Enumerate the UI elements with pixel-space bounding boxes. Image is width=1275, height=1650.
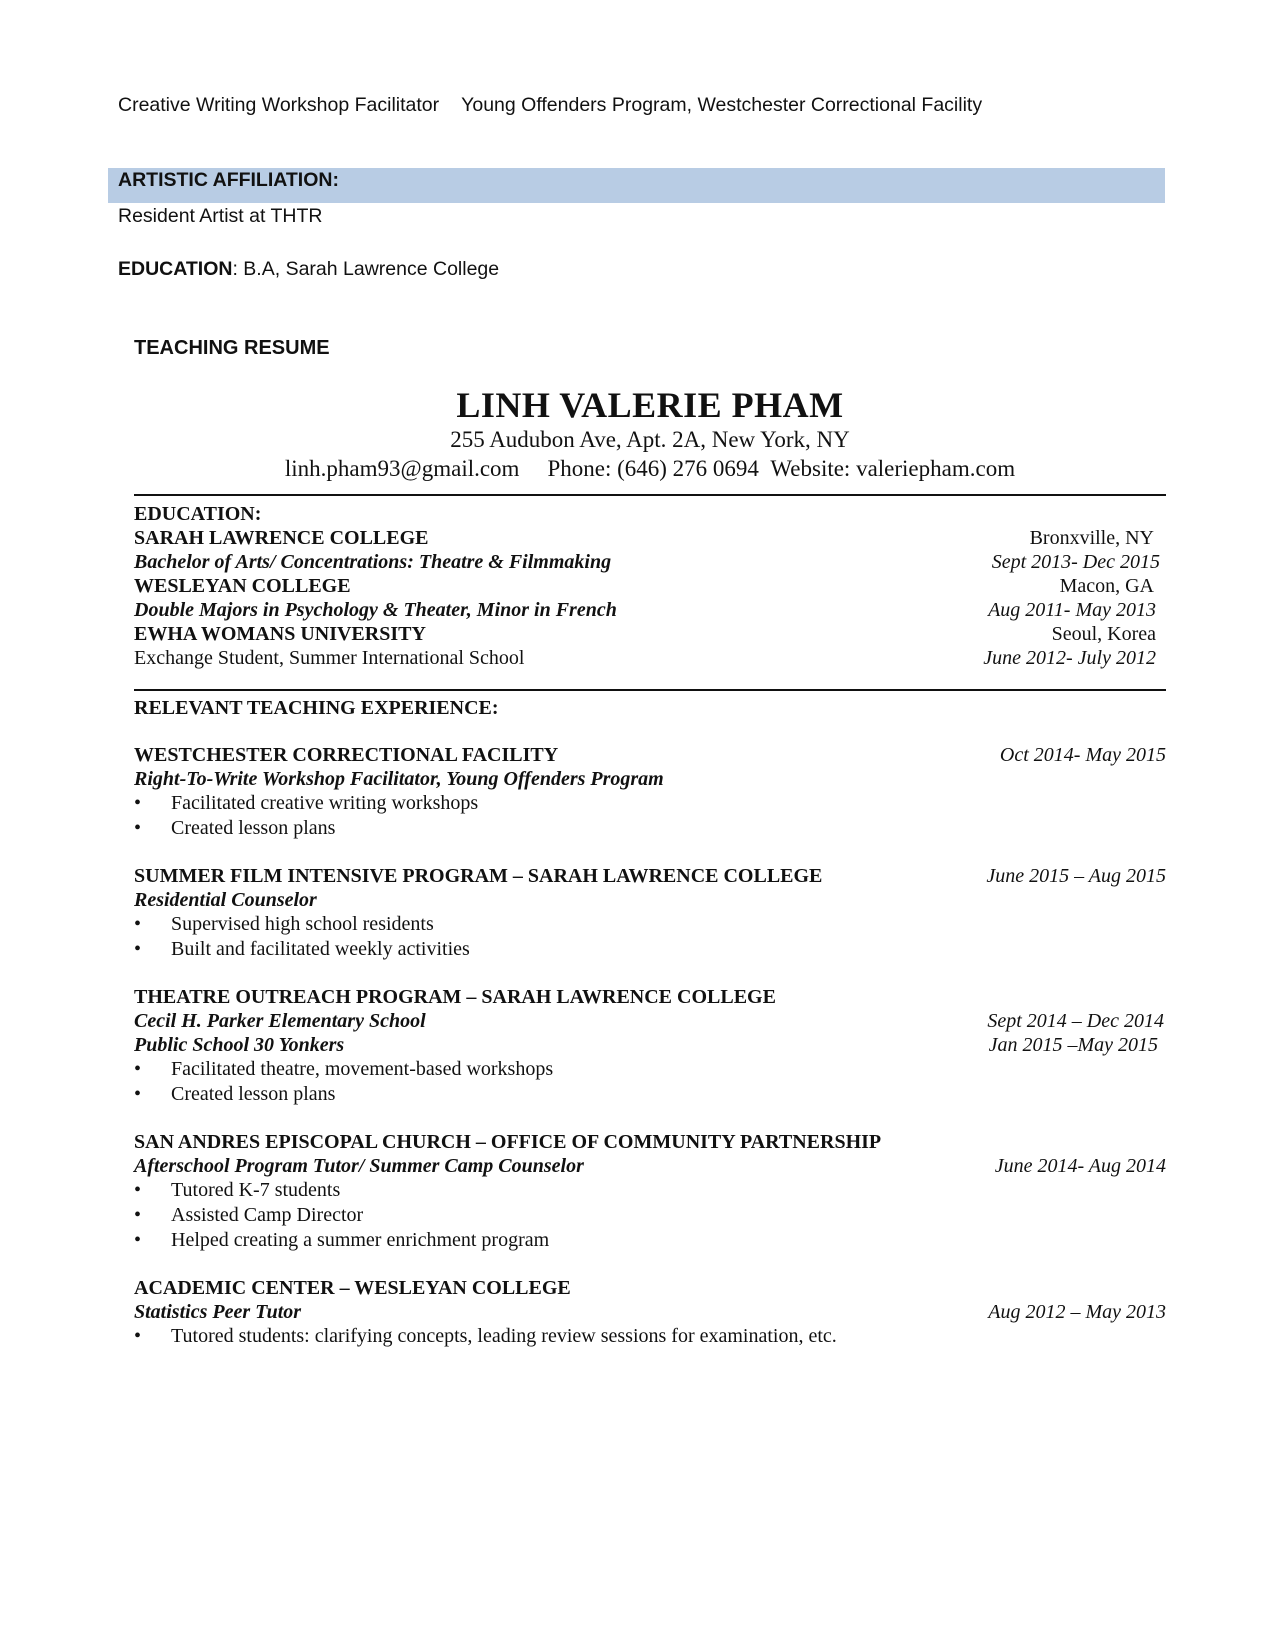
top-role: Creative Writing Workshop Facilitator — [118, 94, 440, 116]
school-name: WESLEYAN COLLEGE — [134, 575, 351, 597]
school-location: Bronxville, NY — [1029, 527, 1154, 549]
education-summary — [118, 258, 499, 281]
school-row — [134, 526, 1166, 550]
school-detail-row — [134, 598, 1166, 622]
top-role-line — [118, 94, 982, 117]
job-dates: Jan 2015 –May 2015 — [988, 1034, 1158, 1056]
job-dates: Sept 2014 – Dec 2014 — [987, 1010, 1164, 1032]
job-org: ACADEMIC CENTER – WESLEYAN COLLEGE — [134, 1277, 571, 1299]
job-dates: Aug 2012 – May 2013 — [988, 1301, 1166, 1323]
job-role: Residential Counselor — [134, 889, 317, 911]
school-location: Macon, GA — [1059, 575, 1154, 597]
list-item: • Created lesson plans — [134, 817, 336, 839]
list-item: • Facilitated creative writing workshops — [134, 792, 479, 814]
candidate-email: linh.pham93@gmail.com — [284, 456, 520, 481]
school-dates: Sept 2013- Dec 2015 — [991, 551, 1160, 573]
education-summary-label: EDUCATION — [118, 258, 233, 280]
education-divider — [134, 689, 1166, 691]
job-westchester — [134, 743, 1166, 841]
list-item: • Facilitated theatre, movement-based workshops — [134, 1058, 554, 1080]
experience-heading: RELEVANT TEACHING EXPERIENCE: — [134, 697, 499, 719]
job-theatre-outreach — [134, 985, 1166, 1107]
experience-section — [134, 696, 1166, 720]
candidate-address: 255 Audubon Ave, Apt. 2A, New York, NY — [450, 427, 850, 452]
school-detail-row — [134, 550, 1166, 574]
job-org: SAN ANDRES EPISCOPAL CHURCH – OFFICE OF COMMUNITY PARTNERSHIP — [134, 1131, 882, 1153]
list-item: • Assisted Camp Director — [134, 1204, 364, 1226]
affiliation-heading: ARTISTIC AFFILIATION: — [118, 169, 339, 191]
school-name: SARAH LAWRENCE COLLEGE — [134, 527, 429, 549]
job-summer-film — [134, 864, 1166, 962]
job-dates: June 2014- Aug 2014 — [994, 1155, 1166, 1177]
job-academic-center — [134, 1276, 1166, 1349]
job-org: SUMMER FILM INTENSIVE PROGRAM – SARAH LAWRENCE COLLEGE — [134, 865, 823, 887]
school-row — [134, 574, 1166, 598]
candidate-contact — [0, 456, 1275, 482]
job-role: Right-To-Write Workshop Facilitator, Young Offenders Program — [134, 768, 664, 790]
list-item: • Built and facilitated weekly activities — [134, 938, 470, 960]
job-org: WESTCHESTER CORRECTIONAL FACILITY — [134, 744, 559, 766]
education-summary-text: : B.A, Sarah Lawrence College — [232, 258, 500, 280]
school-name: EWHA WOMANS UNIVERSITY — [134, 623, 426, 645]
job-dates: June 2015 – Aug 2015 — [986, 865, 1166, 887]
header-divider — [134, 494, 1166, 496]
list-item: • Helped creating a summer enrichment program — [134, 1229, 550, 1251]
list-item: • Supervised high school residents — [134, 913, 434, 935]
job-role: Statistics Peer Tutor — [134, 1301, 302, 1323]
job-site: Public School 30 Yonkers — [134, 1034, 345, 1056]
job-site: Cecil H. Parker Elementary School — [134, 1010, 426, 1032]
education-heading: EDUCATION: — [134, 503, 262, 525]
job-role: Afterschool Program Tutor/ Summer Camp Counselor — [134, 1155, 584, 1177]
job-dates: Oct 2014- May 2015 — [999, 744, 1166, 766]
education-section — [134, 502, 1166, 670]
school-degree: Exchange Student, Summer International School — [134, 647, 525, 669]
candidate-website: Website: valeriepham.com — [770, 456, 1016, 481]
job-org: THEATRE OUTREACH PROGRAM – SARAH LAWRENCE COLLEGE — [134, 986, 776, 1008]
top-place: Young Offenders Program, Westchester Correctional Facility — [461, 94, 983, 116]
list-item: • Tutored K-7 students — [134, 1179, 341, 1201]
school-row — [134, 622, 1166, 646]
candidate-name: LINH VALERIE PHAM — [456, 385, 844, 425]
school-dates: June 2012- July 2012 — [983, 647, 1156, 669]
teaching-resume-title: TEACHING RESUME — [134, 337, 330, 359]
school-dates: Aug 2011- May 2013 — [988, 599, 1156, 621]
school-location: Seoul, Korea — [1051, 623, 1156, 645]
affiliation-text: Resident Artist at THTR — [118, 205, 323, 227]
school-detail-row — [134, 646, 1166, 670]
list-item: • Tutored students: clarifying concepts, leading review sessions for examination, etc. — [134, 1325, 837, 1347]
job-san-andres — [134, 1130, 1166, 1253]
candidate-phone: Phone: (646) 276 0694 — [547, 456, 759, 481]
list-item: • Created lesson plans — [134, 1083, 336, 1105]
school-degree: Double Majors in Psychology & Theater, Minor in French — [134, 599, 617, 621]
school-degree: Bachelor of Arts/ Concentrations: Theatre & Filmmaking — [134, 551, 612, 573]
